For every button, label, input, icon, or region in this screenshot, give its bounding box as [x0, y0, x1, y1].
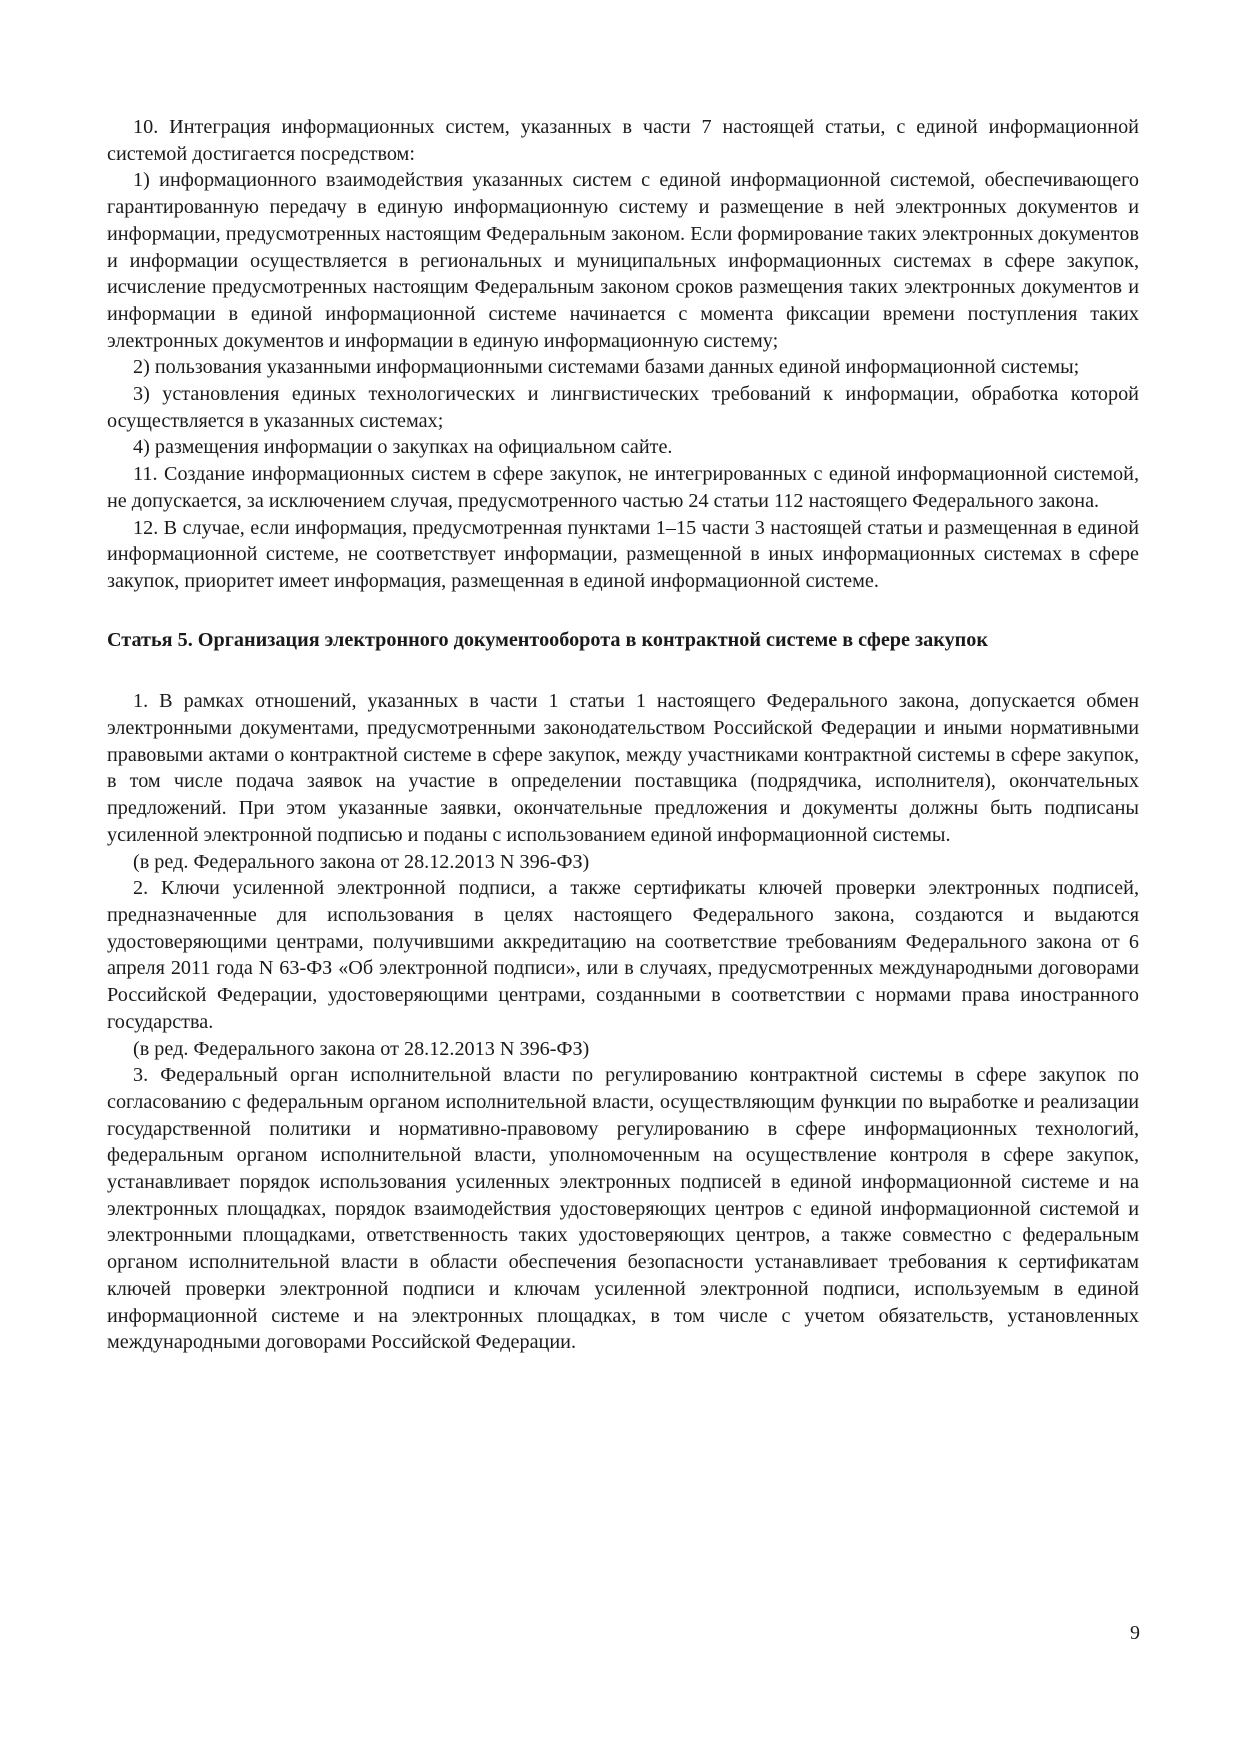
paragraph-10-item-1: 1) информационного взаимодействия указанных систем с единой информационной системой, обеспечивающего гарантированную передачу в единую информационную систему и размещение в ней электронных документов и информации, предусмотренных настоящим Федеральным законом. Если формирование таких электронных документов и информации осуществляется в региональных и муниципальных информационных системах в сфере закупок, исчисление предусмотренных настоящим Федеральным законом сроков размещения таких электронных документов и информации в единой информационной системе начинается с момента фиксации времени поступления таких электронных документов и информации в единую информационную систему; [107, 169, 1139, 352]
article-5-part-1-amendment: (в ред. Федерального закона от 28.12.2013 N 396-ФЗ) [133, 850, 590, 873]
paragraph-11: 11. Создание информационных систем в сфере закупок, не интегрированных с единой информационной системой, не допускается, за исключением случая, предусмотренного частью 24 статьи 112 настоящего Федерального закона. [107, 463, 1139, 512]
paragraph-12: 12. В случае, если информация, предусмотренная пунктами 1–15 части 3 настоящей статьи и размещенная в единой информационной системе, не соответствует информации, размещенной в иных информационных системах в сфере закупок, приоритет имеет информация, размещенная в единой информационной системе. [107, 516, 1139, 592]
article-5-part-1: 1. В рамках отношений, указанных в части 1 статьи 1 настоящего Федерального закона, допускается обмен электронными документами, предусмотренными законодательством Российской Федерации и иными нормативными правовыми актами о контрактной системе в сфере закупок, между участниками контрактной системы в сфере закупок, в том числе подача заявок на участие в определении поставщика (подрядчика, исполнителя), окончательных предложений. При этом указанные заявки, окончательные предложения и документы должны быть подписаны усиленной электронной подписью и поданы с использованием единой информационной системы. [107, 690, 1139, 846]
article-5-part-3: 3. Федеральный орган исполнительной власти по регулированию контрактной системы в сфере закупок по согласованию с федеральным органом исполнительной власти, осуществляющим функции по выработке и реализации государственной политики и нормативно-правовому регулированию в сфере информационных технологий, федеральным органом исполнительной власти, уполномоченным на осуществление контроля в сфере закупок, устанавливает порядок использования усиленных электронных подписей в единой информационной системе и на электронных площадках, порядок взаимодействия удостоверяющих центров с единой информационной системой и электронными площадками, ответственность таких удостоверяющих центров, а также совместно с федеральным органом исполнительной власти в области обеспечения безопасности устанавливает требования к сертификатам ключей проверки электронной подписи и ключам усиленной электронной подписи, используемым в единой информационной системе и на электронных площадках, в том числе с учетом обязательств, установленных международными договорами Российской Федерации. [107, 1064, 1139, 1354]
article-5-heading: Статья 5. Организация электронного документооборота в контрактной системе в сфере закупок [107, 628, 989, 651]
paragraph-10-item-3: 3) установления единых технологических и лингвистических требований к информации, обработка которой осуществляется в указанных системах; [107, 383, 1139, 432]
paragraph-10-item-2: 2) пользования указанными информационными системами базами данных единой информационной системы; [133, 356, 1080, 379]
document-page [107, 114, 1139, 1356]
article-5-part-2-amendment: (в ред. Федерального закона от 28.12.2013 N 396-ФЗ) [133, 1037, 590, 1060]
article-5-part-2: 2. Ключи усиленной электронной подписи, а также сертификаты ключей проверки электронных подписей, предназначенные для использования в целях настоящего Федерального закона, создаются и выдаются удостоверяющими центрами, получившими аккредитацию на соответствие требованиям Федерального закона от 6 апреля 2011 года N 63-ФЗ «Об электронной подписи», или в случаях, предусмотренных международными договорами Российской Федерации, удостоверяющими центрами, созданными в соответствии с нормами права иностранного государства. [107, 877, 1139, 1033]
page-number: 9 [1130, 1622, 1140, 1644]
paragraph-10: 10. Интеграция информационных систем, указанных в части 7 настоящей статьи, с единой информационной системой достигается посредством: [107, 116, 1139, 165]
paragraph-10-item-4: 4) размещения информации о закупках на официальном сайте. [133, 436, 673, 459]
